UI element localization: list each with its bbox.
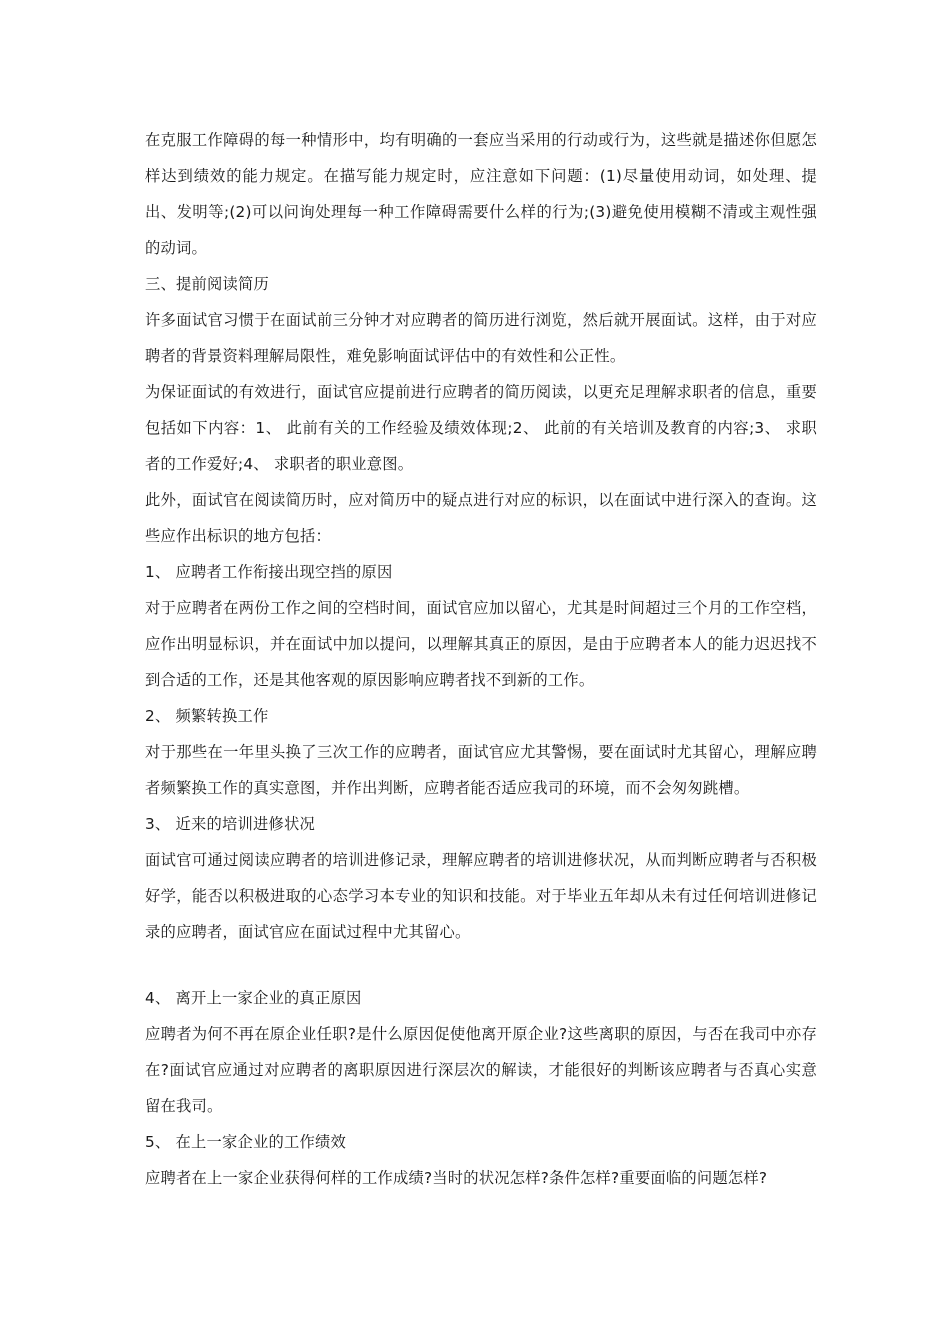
paragraph-previous-performance: 应聘者在上一家企业获得何样的工作成绩?当时的状况怎样?条件怎样?重要面临的问题怎样? xyxy=(145,1169,768,1187)
item-heading-employment-gap: 1、 应聘者工作衔接出现空挡的原因 xyxy=(145,563,393,581)
paragraph-mark-doubts: 此外，面试官在阅读简历时，应对简历中的疑点进行对应的标识，以在面试中进行深入的查询。这些应作出标识的地方包括： xyxy=(145,491,817,545)
paragraph-spacer xyxy=(145,950,817,980)
item-heading-recent-training: 3、 近来的培训进修状况 xyxy=(145,815,315,833)
item-heading-frequent-job-change: 2、 频繁转换工作 xyxy=(145,707,269,725)
item-heading-previous-performance: 5、 在上一家企业的工作绩效 xyxy=(145,1133,346,1151)
paragraph-leaving-reason: 应聘者为何不再在原企业任职?是什么原因促使他离开原企业?这些离职的原因，与否在我司中亦存在?面试官应通过对应聘者的离职原因进行深层次的解读，才能很好的判断该应聘者与否真心实意留在我司。 xyxy=(145,1025,817,1115)
document-page xyxy=(145,122,817,1196)
item-heading-leaving-reason: 4、 离开上一家企业的真正原因 xyxy=(145,989,362,1007)
paragraph-employment-gap: 对于应聘者在两份工作之间的空档时间，面试官应加以留心，尤其是时间超过三个月的工作空档，应作出明显标识，并在面试中加以提问，以理解其真正的原因，是由于应聘者本人的能力迟迟找不到合适的工作，还是其他客观的原因影响应聘者找不到新的工作。 xyxy=(145,599,817,689)
section-heading-read-resume: 三、提前阅读简历 xyxy=(145,275,269,293)
paragraph-recent-training: 面试官可通过阅读应聘者的培训进修记录，理解应聘者的培训进修状况，从而判断应聘者与否积极好学，能否以积极进取的心态学习本专业的知识和技能。对于毕业五年却从未有过任何培训进修记录的应聘者，面试官应在面试过程中尤其留心。 xyxy=(145,851,817,941)
paragraph-ability-requirements: 在克服工作障碍的每一种情形中，均有明确的一套应当采用的行动或行为，这些就是描述你但愿怎样达到绩效的能力规定。在描写能力规定时，应注意如下问题：(1)尽量使用动词，如处理、提出、发明等;(2)可以问询处理每一种工作障碍需要什么样的行为;(3)避免使用模糊不清或主观性强的动词。 xyxy=(145,131,817,257)
paragraph-read-resume-contents: 为保证面试的有效进行，面试官应提前进行应聘者的简历阅读，以更充足理解求职者的信息，重要包括如下内容：1、 此前有关的工作经验及绩效体现;2、 此前的有关培训及教育的内容;3、 求职者的工作爱好;4、 求职者的职业意图。 xyxy=(145,383,817,473)
paragraph-interview-habit: 许多面试官习惯于在面试前三分钟才对应聘者的简历进行浏览，然后就开展面试。这样，由于对应聘者的背景资料理解局限性，难免影响面试评估中的有效性和公正性。 xyxy=(145,311,817,365)
paragraph-frequent-job-change: 对于那些在一年里头换了三次工作的应聘者，面试官应尤其警惕，要在面试时尤其留心，理解应聘者频繁换工作的真实意图，并作出判断，应聘者能否适应我司的环境，而不会匆匆跳槽。 xyxy=(145,743,817,797)
